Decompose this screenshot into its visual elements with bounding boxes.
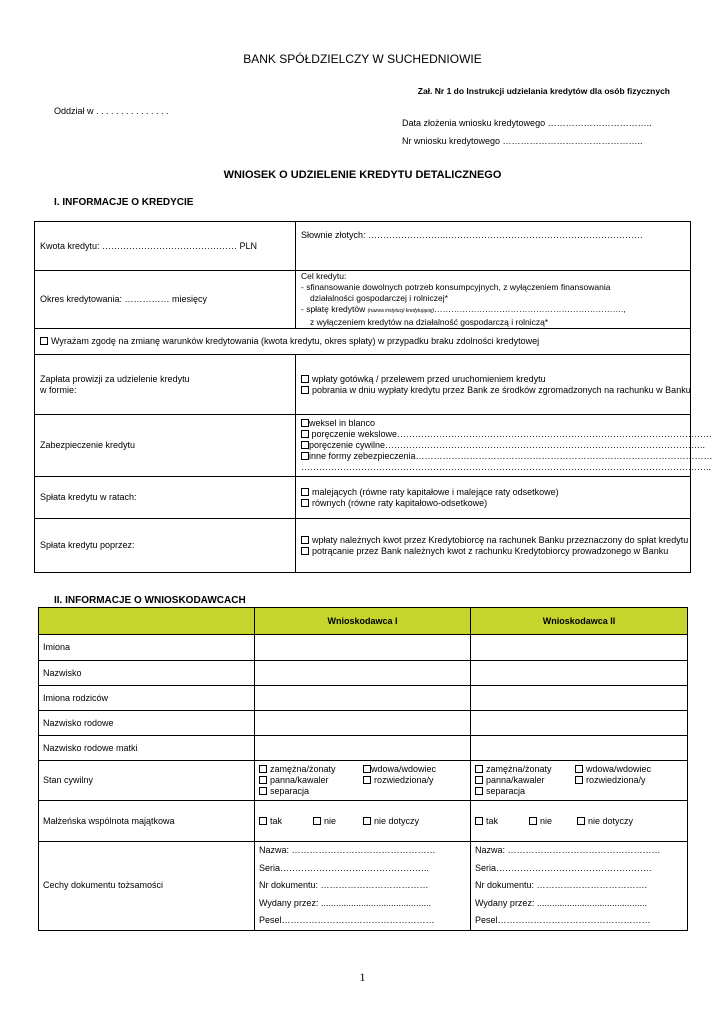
checkbox[interactable] — [363, 765, 371, 773]
credit-info-table — [34, 221, 713, 573]
surname-field-1[interactable] — [255, 661, 471, 686]
checkbox[interactable] — [301, 536, 309, 544]
row-label: Nazwisko rodowe matki — [39, 736, 255, 761]
checkbox[interactable] — [259, 765, 267, 773]
id-issuer-field-1[interactable]: Wydany przez: ............................................ — [259, 897, 431, 908]
marital-widowed-2[interactable]: wdowa/wdowiec — [575, 764, 651, 775]
creditor-name-field[interactable]: …………………………………………………………., — [434, 304, 626, 314]
section1-heading: I. INFORMACJE O KREDYCIE — [54, 197, 194, 208]
row-label: Nazwisko — [39, 661, 255, 686]
marital-separated-2[interactable]: separacja — [475, 786, 525, 797]
checkbox[interactable] — [475, 776, 483, 784]
property-community-label: Małżeńska wspólnota majątkowa — [39, 801, 255, 842]
applicants-table — [38, 607, 688, 931]
first-names-field-2[interactable] — [471, 635, 688, 661]
marital-divorced-1[interactable]: rozwiedziona/y — [363, 775, 434, 786]
row-label: Imiona — [39, 635, 255, 661]
row-label: Imiona rodziców — [39, 686, 255, 711]
checkbox[interactable] — [475, 787, 483, 795]
checkbox[interactable] — [259, 776, 267, 784]
consent-text: Wyrażam zgodę na zmianę warunków kredytowania (kwota kredytu, okres spłaty) w przypadku braku zdolności kredytowej — [51, 336, 540, 346]
installments-label: Spłata kredytu w ratach: — [35, 477, 296, 519]
credit-period-field[interactable]: Okres kredytowania: …………… miesięcy — [35, 271, 296, 329]
property-no-2[interactable]: nie — [529, 816, 552, 827]
checkbox[interactable] — [313, 817, 321, 825]
page-number: 1 — [359, 970, 366, 984]
installments-option-decreasing[interactable]: malejących (równe raty kapitałowe i malejące raty odsetkowe) — [301, 487, 685, 498]
security-option-other[interactable]: inne formy zebezpieczenia……………………………………………………………………………………… — [301, 451, 685, 462]
id-issuer-field-2[interactable]: Wydany przez: ............................................ — [475, 897, 647, 908]
first-names-field-1[interactable] — [255, 635, 471, 661]
property-yes-1[interactable]: tak — [259, 816, 282, 827]
checkbox[interactable] — [301, 375, 309, 383]
applicant1-header: Wnioskodawca I — [255, 608, 471, 635]
section2-heading: II. INFORMACJE O WNIOSKODAWCACH — [54, 595, 246, 606]
id-document-label: Cechy dokumentu tożsamości — [39, 842, 255, 931]
checkbox[interactable] — [577, 817, 585, 825]
marital-married-1[interactable]: zamężna/żonaty — [259, 764, 336, 775]
purpose-consumer-cont: działalności gospodarczej i rolniczej* — [310, 293, 448, 303]
checkbox[interactable] — [259, 787, 267, 795]
branch-field[interactable]: Oddział w . . . . . . . . . . . . . . . — [54, 106, 169, 116]
checkbox[interactable] — [259, 817, 267, 825]
security-label: Zabezpieczenie kredytu — [35, 415, 296, 477]
property-yes-2[interactable]: tak — [475, 816, 498, 827]
checkbox[interactable] — [301, 386, 309, 394]
commission-label: Zapłata prowizji za udzielenie kredytu w formie: — [35, 355, 296, 415]
checkbox[interactable] — [301, 419, 309, 427]
checkbox[interactable] — [301, 547, 309, 555]
security-extra-field[interactable]: ……………………………………………………………………………………………………………………….. — [301, 462, 712, 472]
repayment-option-deduction[interactable]: potrącanie przez Bank należnych kwot z rachunku Kredytobiorcy prowadzonego w Banku — [301, 546, 685, 557]
form-title: WNIOSEK O UDZIELENIE KREDYTU DETALICZNEGO — [223, 169, 502, 181]
marital-status-label: Stan cywilny — [39, 761, 255, 801]
marital-separated-1[interactable]: separacja — [259, 786, 309, 797]
credit-amount-field[interactable]: Kwota kredytu: ……………………………………… PLN — [35, 222, 296, 271]
checkbox[interactable] — [475, 765, 483, 773]
property-no-1[interactable]: nie — [313, 816, 336, 827]
security-option-civil-guarantee[interactable]: poręczenie cywilne…………………………………………………………………………………………….. — [301, 440, 685, 451]
marital-single-1[interactable]: panna/kawaler — [259, 775, 329, 786]
security-option-guarantee-bill[interactable]: poręczenie wekslowe…………………………………………………………………………………………… — [301, 429, 685, 440]
marital-single-2[interactable]: panna/kawaler — [475, 775, 545, 786]
id-name-field-2[interactable]: Nazwa: …………………………………………… — [475, 845, 661, 855]
attachment-note: Zał. Nr 1 do Instrukcji udzielania kredytów dla osób fizycznych — [417, 86, 670, 96]
row-label: Nazwisko rodowe — [39, 711, 255, 736]
installments-option-equal[interactable]: równych (równe raty kapitałowo-odsetkowe) — [301, 498, 685, 509]
id-number-field-2[interactable]: Nr dokumentu: ………………………………. — [475, 880, 648, 890]
purpose-heading: Cel kredytu: — [301, 271, 347, 281]
repayment-label: Spłata kredytu poprzez: — [35, 519, 296, 573]
checkbox[interactable] — [475, 817, 483, 825]
maiden-name-field-1[interactable] — [255, 711, 471, 736]
property-na-1[interactable]: nie dotyczy — [363, 816, 419, 827]
consent-checkbox[interactable] — [40, 337, 48, 345]
consent-row[interactable] — [35, 329, 691, 355]
mother-maiden-name-field-1[interactable] — [255, 736, 471, 761]
checkbox[interactable] — [575, 776, 583, 784]
id-series-field-2[interactable]: Seria……………………………………………. — [475, 862, 652, 873]
commission-option-cash[interactable]: wpłaty gotówką / przelewem przed uruchomieniem kredytu — [301, 374, 685, 385]
checkbox[interactable] — [363, 776, 371, 784]
refinance-label: - spłatę kredytów — [301, 304, 366, 314]
id-name-field-1[interactable]: Nazwa: ………………………………………… — [259, 845, 436, 855]
checkbox[interactable] — [301, 452, 309, 460]
application-number-field[interactable]: Nr wniosku kredytowego ……………………………………….. — [402, 136, 643, 146]
pesel-field-2[interactable]: Pesel…………………………………………… — [475, 915, 651, 925]
checkbox[interactable] — [301, 430, 309, 438]
marital-married-2[interactable]: zamężna/żonaty — [475, 764, 552, 775]
bank-name: BANK SPÓŁDZIELCZY W SUCHEDNIOWIE — [243, 52, 482, 66]
parents-names-field-2[interactable] — [471, 686, 688, 711]
date-submitted-field[interactable]: Data złożenia wniosku kredytowego …………………………….. — [402, 118, 652, 128]
security-option-promissory[interactable]: weksel in blanco — [301, 418, 685, 429]
amount-in-words-field[interactable]: Słownie złotych: ……………………..………………………………………………………… — [296, 222, 691, 271]
pesel-field-1[interactable]: Pesel…………………………………………… — [259, 915, 435, 925]
checkbox[interactable] — [363, 817, 371, 825]
mother-maiden-name-field-2[interactable] — [471, 736, 688, 761]
repayment-option-payment[interactable]: wpłaty należnych kwot przez Kredytobiorcę na rachunek Banku przeznaczony do spłat kredytu — [301, 535, 685, 546]
corner-cell — [39, 608, 255, 635]
checkbox[interactable] — [301, 499, 309, 507]
purpose-consumer: - sfinansowanie dowolnych potrzeb konsumpcyjnych, z wyłączeniem finansowania — [301, 282, 611, 292]
commission-option-deduct[interactable]: pobrania w dniu wypłaty kredytu przez Bank ze środków zgromadzonych na rachunku w Banku — [301, 385, 685, 396]
credit-purpose — [296, 271, 691, 329]
checkbox[interactable] — [301, 441, 309, 449]
id-series-field-1[interactable]: Seria………………………………………….. — [259, 862, 430, 873]
purpose-refinance-cont: z wyłączeniem kredytów na działalność gospodarczą i rolniczą* — [310, 317, 549, 327]
applicant2-header: Wnioskodawca II — [471, 608, 688, 635]
marital-widowed-1[interactable]: wdowa/wdowiec — [363, 764, 436, 775]
marital-divorced-2[interactable]: rozwiedziona/y — [575, 775, 646, 786]
parents-names-field-1[interactable] — [255, 686, 471, 711]
purpose-refinance[interactable] — [301, 304, 685, 317]
checkbox[interactable] — [301, 488, 309, 496]
property-na-2[interactable]: nie dotyczy — [577, 816, 633, 827]
id-number-field-1[interactable]: Nr dokumentu: ……………………………… — [259, 880, 429, 890]
maiden-name-field-2[interactable] — [471, 711, 688, 736]
surname-field-2[interactable] — [471, 661, 688, 686]
checkbox[interactable] — [529, 817, 537, 825]
creditor-name-hint: (nazwa instytucji kredytującej) — [367, 308, 435, 314]
checkbox[interactable] — [575, 765, 583, 773]
